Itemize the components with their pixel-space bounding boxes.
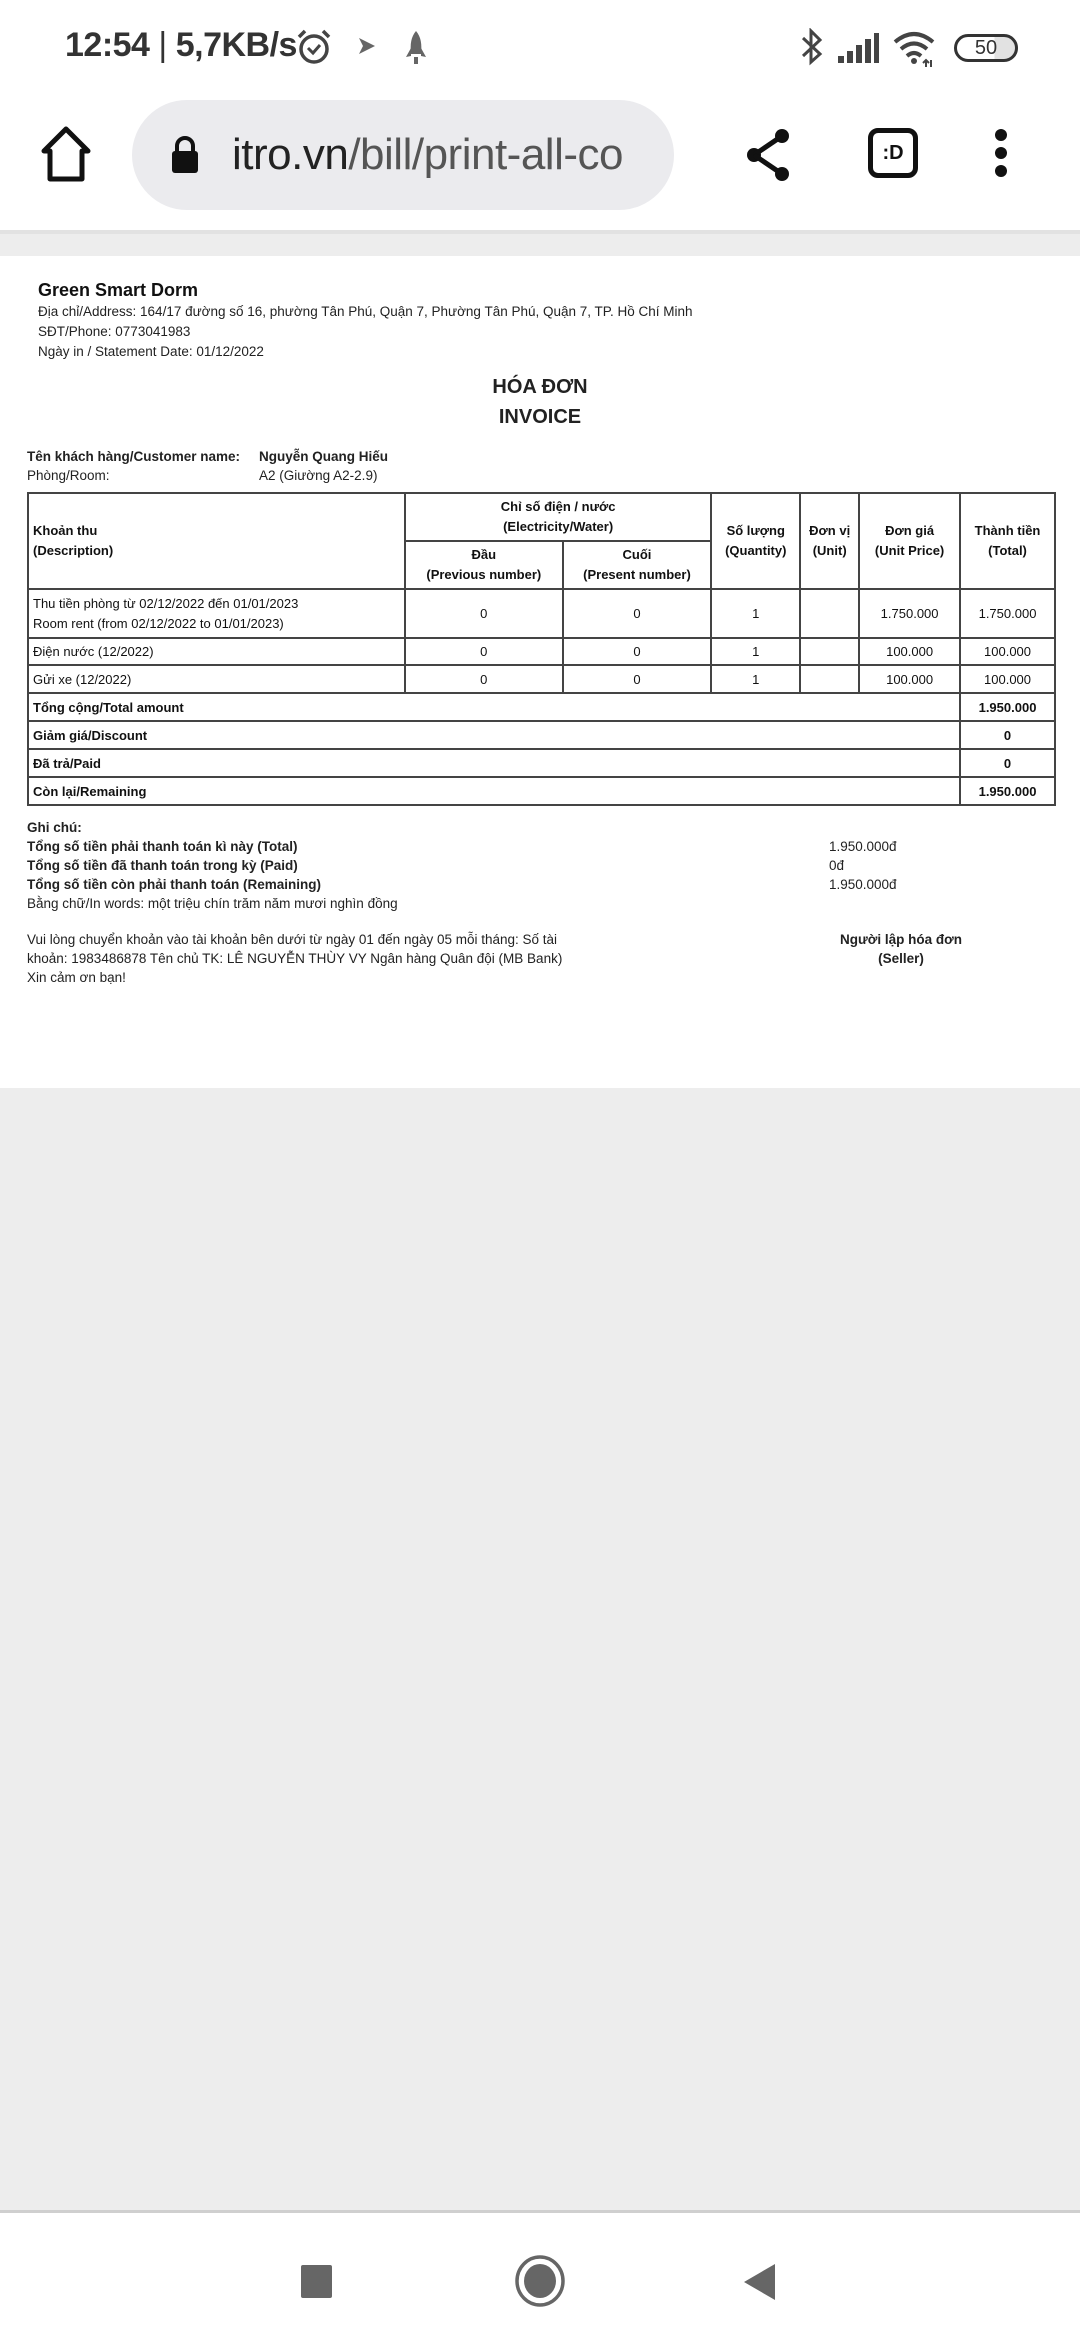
- more-icon[interactable]: [994, 128, 1008, 178]
- url-path: /bill/print-all-co: [348, 130, 623, 179]
- row-description: Điện nước (12/2022): [28, 638, 405, 665]
- wifi-icon: [893, 30, 937, 68]
- company-phone: SĐT/Phone: 0773041983: [38, 324, 191, 339]
- summary-label: Còn lại/Remaining: [28, 777, 960, 805]
- home-icon[interactable]: [40, 125, 92, 185]
- row-previous: 0: [405, 589, 563, 638]
- summary-label: Giảm giá/Discount: [28, 721, 960, 749]
- note-remaining-label: Tổng số tiền còn phải thanh toán (Remaining): [27, 877, 321, 892]
- row-total: 1.750.000: [960, 589, 1055, 638]
- note-remaining-value: 1.950.000đ: [829, 877, 897, 892]
- row-present: 0: [563, 638, 712, 665]
- header-quantity: Số lượng (Quantity): [711, 493, 800, 589]
- signal-icon: [838, 32, 880, 64]
- invoice-page: [0, 256, 1080, 1088]
- row-total: 100.000: [960, 638, 1055, 665]
- summary-value: 0: [960, 721, 1055, 749]
- url-text[interactable]: [232, 130, 662, 180]
- row-previous: 0: [405, 638, 563, 665]
- row-unit-price: 100.000: [859, 638, 960, 665]
- browser-toolbar: [0, 95, 1080, 230]
- customer-label: Tên khách hàng/Customer name:: [27, 449, 241, 464]
- table-header-row: [28, 493, 1055, 541]
- room-label: Phòng/Room:: [27, 468, 110, 483]
- table-row: [28, 589, 1055, 638]
- company-address: Địa chỉ/Address: 164/17 đường số 16, phường Tân Phú, Quận 7, Phường Tân Phú, Quận 7, TP. Hồ Chí Minh: [38, 304, 693, 319]
- customer-name: Nguyễn Quang Hiếu: [259, 449, 389, 464]
- row-total: 100.000: [960, 665, 1055, 693]
- seller-label-vi: Người lập hóa đơn: [840, 932, 962, 947]
- table-row: [28, 665, 1055, 693]
- bluetooth-icon: [800, 28, 824, 66]
- seller-signature: [820, 930, 982, 968]
- row-unit-price: 100.000: [859, 665, 960, 693]
- battery-icon: [954, 34, 1018, 62]
- note-total-value: 1.950.000đ: [829, 839, 897, 854]
- header-description: Khoản thu (Description): [28, 493, 405, 589]
- header-present: Cuối (Present number): [563, 541, 712, 589]
- invoice-table: [27, 492, 1056, 806]
- note-paid-value: 0đ: [829, 858, 845, 873]
- row-present: 0: [563, 665, 712, 693]
- summary-row-discount: [28, 721, 1055, 749]
- summary-label: Tổng cộng/Total amount: [28, 693, 960, 721]
- page-top-gutter: [0, 230, 1080, 256]
- rocket-icon: [405, 30, 427, 66]
- header-unit-price: Đơn giá (Unit Price): [859, 493, 960, 589]
- summary-value: 0: [960, 749, 1055, 777]
- payment-instructions: [27, 930, 587, 987]
- url-domain: itro.vn: [232, 130, 349, 179]
- row-present: 0: [563, 589, 712, 638]
- header-meter: Chỉ số điện / nước (Electricity/Water): [405, 493, 711, 541]
- status-time: [65, 26, 297, 65]
- thanks-text: Xin cảm ơn bạn!: [27, 970, 126, 985]
- separator: |: [158, 26, 167, 64]
- row-previous: 0: [405, 665, 563, 693]
- share-icon[interactable]: [744, 127, 792, 183]
- seller-label-en: (Seller): [878, 951, 924, 966]
- play-icon: [357, 36, 377, 56]
- tab-badge: :D: [882, 142, 904, 164]
- system-nav-bar: [0, 2210, 1080, 2340]
- row-quantity: 1: [711, 589, 800, 638]
- row-description: Gửi xe (12/2022): [28, 665, 405, 693]
- battery-level: 50: [974, 37, 998, 59]
- network-speed: 5,7KB/s: [175, 26, 297, 64]
- recents-icon[interactable]: [301, 2265, 332, 2298]
- header-unit: Đơn vị (Unit): [800, 493, 859, 589]
- row-unit-price: 1.750.000: [859, 589, 960, 638]
- header-previous: Đầu (Previous number): [405, 541, 563, 589]
- invoice-title-en: INVOICE: [498, 406, 582, 428]
- row-quantity: 1: [711, 665, 800, 693]
- row-unit: [800, 589, 859, 638]
- summary-row-paid: [28, 749, 1055, 777]
- back-icon[interactable]: [742, 2263, 776, 2301]
- note-paid-label: Tổng số tiền đã thanh toán trong kỳ (Paid): [27, 858, 298, 873]
- row-unit: [800, 665, 859, 693]
- note-total-label: Tổng số tiền phải thanh toán kì này (Total): [27, 839, 298, 854]
- bank-info: Vui lòng chuyển khoản vào tài khoản bên dưới từ ngày 01 đến ngày 05 mỗi tháng: Số tài khoản: 1983486878 Tên chủ TK: LÊ NGUYỄN THÙY VY Ngân hàng Quân đội (MB Bank): [27, 932, 563, 966]
- room-value: A2 (Giường A2-2.9): [259, 468, 378, 483]
- row-description: Thu tiền phòng từ 02/12/2022 đến 01/01/2023 Room rent (from 02/12/2022 to 01/01/2023): [28, 589, 405, 638]
- home-button-icon[interactable]: [515, 2255, 565, 2307]
- tab-switcher-icon[interactable]: [868, 128, 918, 178]
- row-quantity: 1: [711, 638, 800, 665]
- lock-icon[interactable]: [170, 135, 200, 175]
- address-bar[interactable]: [132, 100, 674, 210]
- statement-date: Ngày in / Statement Date: 01/12/2022: [38, 344, 264, 359]
- summary-row-total: [28, 693, 1055, 721]
- summary-label: Đã trả/Paid: [28, 749, 960, 777]
- company-name: Green Smart Dorm: [38, 280, 199, 300]
- alarm-icon: [296, 28, 332, 66]
- row-unit: [800, 638, 859, 665]
- amount-in-words: Bằng chữ/In words: một triệu chín trăm năm mươi nghìn đồng: [27, 896, 398, 911]
- table-row: [28, 638, 1055, 665]
- status-bar: [0, 0, 1080, 95]
- summary-row-remaining: [28, 777, 1055, 805]
- clock-text: 12:54: [65, 26, 150, 64]
- summary-value: 1.950.000: [960, 693, 1055, 721]
- invoice-title-vi: HÓA ĐƠN: [492, 376, 588, 398]
- header-total: Thành tiền (Total): [960, 493, 1055, 589]
- notes-label: Ghi chú:: [27, 820, 82, 835]
- summary-value: 1.950.000: [960, 777, 1055, 805]
